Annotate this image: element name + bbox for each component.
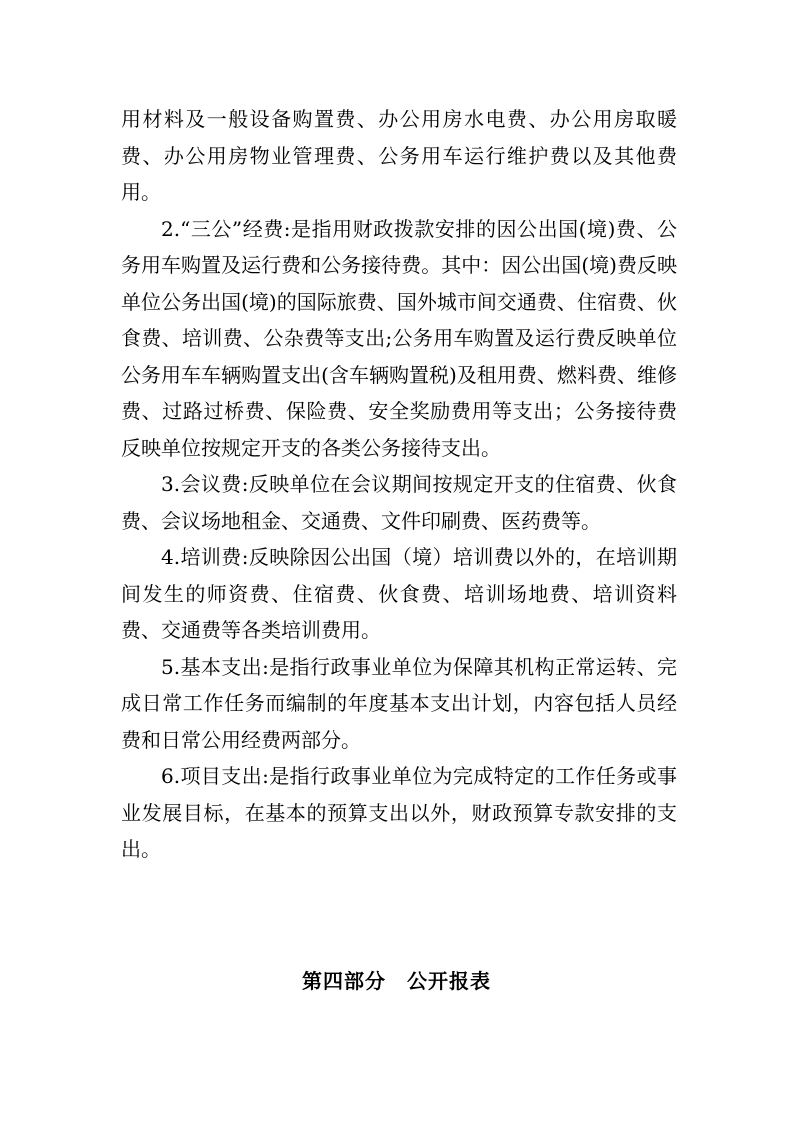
section-heading: 第四部分 公开报表: [302, 969, 491, 993]
paragraph-basic-expenditure: 5.基本支出:是指行政事业单位为保障其机构正常运转、完成日常工作任务而编制的年度基本支出计划，内容包括人员经费和日常公用经费两部分。: [121, 654, 677, 752]
paragraph-project-expenditure: 6.项目支出:是指行政事业单位为完成特定的工作任务或事业发展目标，在基本的预算支出以外，财政预算专款安排的支出。: [121, 764, 677, 861]
paragraph-training-expenses: 4.培训费:反映除因公出国（境）培训费以外的，在培训期间发生的师资费、住宿费、伙食费、培训场地费、培训资料费、交通费等各类培训费用。: [121, 545, 677, 642]
paragraph-continued: 用材料及一般设备购置费、办公用房水电费、办公用房取暖费、办公用房物业管理费、公务用车运行维护费以及其他费用。: [121, 107, 677, 204]
body-text: [121, 101, 677, 868]
paragraph-meeting-expenses: 3.会议费:反映单位在会议期间按规定开支的住宿费、伙食费、会议场地租金、交通费、文件印刷费、医药费等。: [121, 472, 677, 533]
paragraph-three-public-expenses: 2.“三公”经费:是指用财政拨款安排的因公出国(境)费、公务用车购置及运行费和公务接待费。其中：因公出国(境)费反映单位公务出国(境)的国际旅费、国外城市间交通费、住宿费、伙食费、培训费、公杂费等支出;公务用车购置及运行费反映单位公务用车车辆购置支出(含车辆购置税)及租用费、燃料费、维修费、过路过桥费、保险费、安全奖励费用等支出；公务接待费反映单位按规定开支的各类公务接待支出。: [121, 216, 677, 460]
